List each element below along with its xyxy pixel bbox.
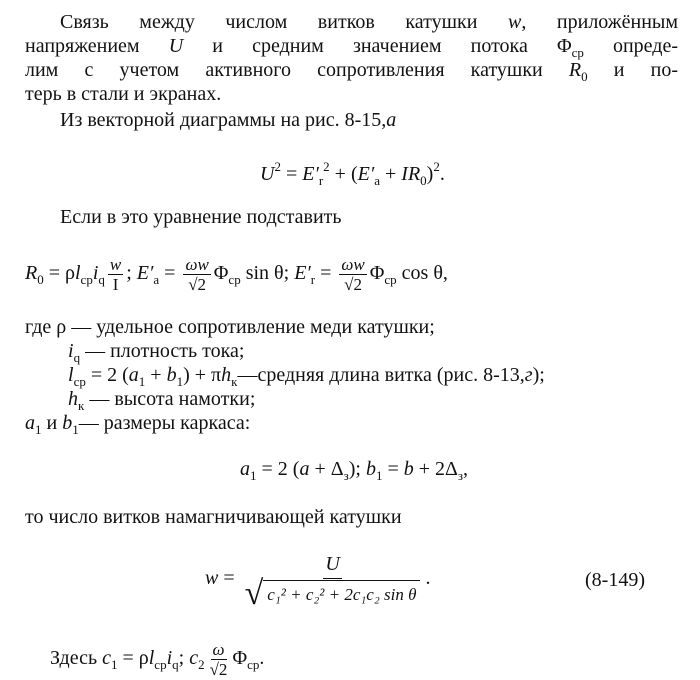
math-variable: b <box>166 364 177 386</box>
text-run: и средним значением потока Φ <box>183 35 572 57</box>
math-variable: b <box>365 458 376 480</box>
text-run: = <box>280 163 303 185</box>
subscript: ср <box>73 374 86 389</box>
fraction-denominator: √2 <box>344 275 362 294</box>
math-variable: a <box>240 458 250 480</box>
text-run: ; <box>178 647 190 670</box>
subscript: 0 <box>420 173 427 188</box>
math-variable: E′ <box>357 163 375 185</box>
fraction-numerator: ωw <box>185 255 209 274</box>
definition-rho <box>25 315 435 339</box>
math-variable: i <box>68 340 74 362</box>
fraction-denominator: I <box>112 275 119 294</box>
math-variable: R <box>25 262 38 285</box>
text-run: — размеры каркаса: <box>78 412 251 434</box>
text-run: ) <box>426 163 434 185</box>
paragraph-line <box>60 205 342 229</box>
subscript: з <box>457 468 464 483</box>
text-run: ); <box>532 364 545 386</box>
subscript: з <box>343 468 349 483</box>
superscript: 2 <box>323 159 330 174</box>
text-run: = <box>218 567 240 590</box>
subscript: 2 <box>198 657 205 673</box>
subscript: ср <box>247 657 260 673</box>
text-run: + 2Δ <box>413 458 458 480</box>
text-run: = <box>315 262 337 285</box>
text-run: Здесь <box>50 647 103 670</box>
equation-vector <box>260 155 445 193</box>
text-run: где ρ — удельное сопротивление меди катушки; <box>25 316 435 338</box>
text-run: Из векторной диаграммы на рис. 8-15, <box>60 109 387 131</box>
math-variable: h <box>221 364 232 386</box>
math-variable: E′ <box>136 262 154 285</box>
text-run: Φ <box>232 647 248 670</box>
fraction <box>108 255 123 294</box>
text-run: ); <box>348 458 366 480</box>
math-variable: i <box>92 262 99 285</box>
subscript: q <box>172 657 179 673</box>
text-run: то число витков намагничивающей катушки <box>25 506 402 528</box>
text-run: = ρ <box>117 647 149 670</box>
fraction-numerator: ω <box>212 640 225 659</box>
math-variable: E′ <box>294 262 311 285</box>
paragraph-line <box>25 82 221 106</box>
math-variable: b <box>62 412 73 434</box>
superscript: 2 <box>433 159 440 174</box>
fraction <box>339 255 366 294</box>
math-variable: c <box>102 647 111 670</box>
math-variable: b <box>403 458 414 480</box>
subscript: ср <box>154 657 167 673</box>
text-run: Если в это уравнение подставить <box>60 206 342 228</box>
subscript: 1 <box>138 374 146 389</box>
text-run: и <box>41 412 63 434</box>
math-variable: i <box>166 647 173 670</box>
text-run: = 2 ( <box>85 364 129 386</box>
sqrt-icon: √ <box>244 575 264 612</box>
subscript: r <box>310 272 316 288</box>
math-variable: U <box>260 163 275 185</box>
text-run: cos θ, <box>396 262 448 285</box>
text-run: + <box>380 163 402 185</box>
text-run: ) + π <box>183 364 222 386</box>
text-run: —средняя длина витка (рис. 8-13, <box>237 364 525 386</box>
text-run: + Δ <box>309 458 344 480</box>
math-variable: l <box>74 262 81 285</box>
subscript: ср <box>80 272 93 288</box>
subscript: к <box>78 398 85 413</box>
equation-8-149 <box>205 550 431 612</box>
text-run: , <box>463 458 469 480</box>
subscript: ср <box>228 272 241 288</box>
paragraph-line <box>60 108 396 132</box>
subscript: 1 <box>176 374 184 389</box>
math-variable: h <box>68 388 78 410</box>
fraction-numerator: ωw <box>341 255 365 274</box>
fraction-denominator: √2 <box>188 275 207 294</box>
math-variable: U <box>168 35 184 57</box>
text-run: + <box>145 364 167 386</box>
equation-substitution <box>25 255 448 294</box>
radicand: c₁² + c₂² + 2c₁c₂ sin θ <box>263 580 420 609</box>
math-variable: w <box>508 11 522 33</box>
subscript: a <box>374 173 380 188</box>
subscript: q <box>73 350 81 365</box>
subscript: 1 <box>110 657 118 673</box>
text-run: лим с учетом активного сопротивления катушки <box>25 59 569 81</box>
subscript: 1 <box>35 422 42 437</box>
text-run: . <box>259 647 265 670</box>
text-run: Φ <box>369 262 385 285</box>
definition-a1-b1 <box>25 411 250 442</box>
math-variable: E′ <box>302 163 319 185</box>
subscript: r <box>318 173 324 188</box>
math-variable: R <box>568 59 582 81</box>
text-run: + ( <box>329 163 358 185</box>
text-run: . <box>439 163 445 185</box>
text-run: = <box>159 262 181 285</box>
subscript: q <box>98 272 105 288</box>
text-run: . <box>425 567 431 590</box>
text-run: (8-149) <box>585 569 645 591</box>
text-run: Связь между числом витков катушки <box>60 11 509 33</box>
text-run: = 2 ( <box>256 458 300 480</box>
subscript: 0 <box>581 69 588 84</box>
subscript: к <box>231 374 238 389</box>
text-run: — высота намотки; <box>84 388 256 410</box>
fraction-denominator: √2 <box>209 660 228 679</box>
math-variable: c <box>189 647 199 670</box>
text-run: = <box>382 458 404 480</box>
math-variable: IR <box>401 163 421 185</box>
subscript: 1 <box>72 422 79 437</box>
subscript: a <box>153 272 160 288</box>
math-variable: w <box>205 567 219 590</box>
math-variable: a <box>25 412 35 434</box>
text-run: опреде- <box>583 35 679 57</box>
fraction <box>243 550 423 612</box>
math-variable: l <box>68 364 74 386</box>
math-variable: l <box>148 647 155 670</box>
equation-number <box>585 568 645 592</box>
subscript: ср <box>384 272 397 288</box>
fraction <box>183 255 210 294</box>
fraction-numerator: U <box>323 550 341 579</box>
subscript: 1 <box>250 468 257 483</box>
subscript: ср <box>571 45 584 60</box>
paragraph-line <box>25 505 402 529</box>
text-run: и по- <box>587 59 678 81</box>
math-variable: г <box>524 364 533 386</box>
paragraph-line <box>50 640 264 679</box>
text-run: = ρ <box>43 262 75 285</box>
math-variable: a <box>299 458 310 480</box>
subscript: 0 <box>37 272 44 288</box>
text-run: , приложённым <box>521 11 678 33</box>
text-run: sin θ; <box>240 262 295 285</box>
text-run: напряжением <box>25 35 169 57</box>
paragraph-line <box>25 10 678 34</box>
text-run: — плотность тока; <box>80 340 245 362</box>
text-run: ; <box>126 262 137 285</box>
text-run: терь в стали и экранах. <box>25 83 222 105</box>
subscript: 1 <box>375 468 383 483</box>
text-run: Φ <box>213 262 229 285</box>
fraction-numerator: w <box>109 255 122 274</box>
fraction <box>208 640 230 679</box>
equation-a1-b1 <box>240 457 468 488</box>
fraction-denominator <box>243 575 423 612</box>
superscript: 2 <box>274 159 281 174</box>
math-variable: а <box>386 109 397 131</box>
math-variable: a <box>128 364 139 386</box>
